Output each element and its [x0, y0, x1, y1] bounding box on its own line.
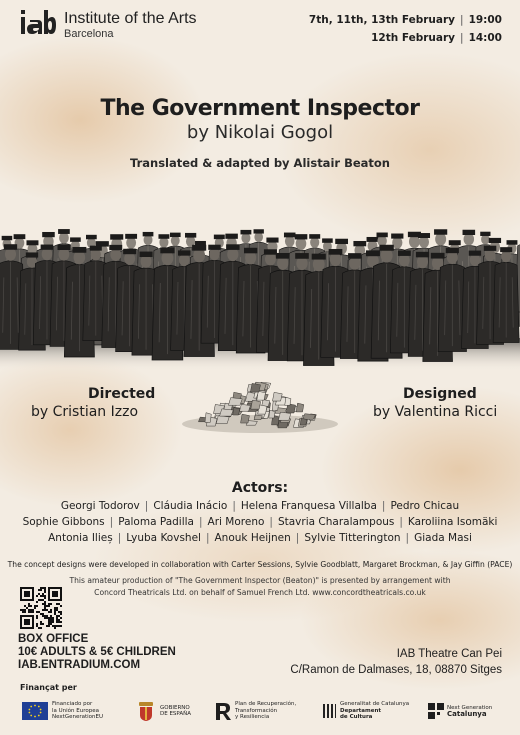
actor-name: Cláudia Inácio: [153, 500, 228, 512]
directed-label: Directed: [88, 386, 156, 402]
crowd-illustration: [0, 220, 520, 370]
r-mark-icon: [214, 701, 232, 721]
actor-name: Stavria Charalampous: [277, 516, 395, 528]
rubble-stone: [240, 404, 251, 411]
rubble-stone: [285, 397, 291, 405]
concept-note: The concept designs were developed in collaboration with Carter Sessions, Sylvie Goodblatt, Margaret Brockman, & Jay Giffin (PACE): [7, 560, 513, 569]
designer-name: by Valentina Ricci: [373, 404, 498, 420]
arrangement-note: This amateur production of "The Government Inspector (Beaton)" is presented by arrangement with: [69, 576, 451, 585]
rubble-stone: [251, 400, 261, 409]
box-office: [18, 633, 176, 672]
performance-dates: [309, 11, 502, 47]
recovery-plan-logo: Plan de Recuperación, Transformación y Resiliencia: [214, 696, 296, 726]
rubble-stone: [250, 383, 260, 392]
actor-name: Lyuba Kovshel: [126, 532, 201, 544]
institute-name: Institute of the Arts: [64, 10, 197, 27]
play-author: by Nikolai Gogol: [186, 122, 334, 143]
actor-name: Anouk Heijnen: [214, 532, 291, 544]
director-name: by Cristian Izzo: [31, 404, 139, 420]
rubble-stone: [241, 414, 250, 423]
coat-of-arms-icon: [136, 700, 156, 722]
rubble-stone: [303, 414, 316, 420]
rubble-stone: [257, 391, 266, 400]
actor-name: Karoliina Isomäki: [407, 516, 498, 528]
rubble-pile-illustration: [180, 370, 340, 438]
rubble-stone: [278, 412, 291, 420]
designed-label: Designed: [403, 386, 477, 402]
actor-row: Antonia Ilieș | Lyuba Kovshel | Anouk Heijnen | Sylvie Titterington | Giada Masi: [48, 532, 472, 544]
ticket-prices: 10€ ADULTS & 5€ CHILDREN: [18, 646, 176, 658]
actor-name: Giada Masi: [414, 532, 472, 544]
next-generation-catalunya-logo: Next Generation Catalunya: [428, 696, 492, 726]
eu-funding-logo: Financiado por la Unión Europea NextGenerationEU: [22, 696, 103, 726]
qr-code[interactable]: [20, 587, 62, 629]
rubble-stone: [228, 398, 242, 406]
rubble-stone: [233, 408, 240, 415]
actors-heading: Actors:: [231, 480, 289, 496]
box-office-label: BOX OFFICE: [18, 633, 89, 645]
rubble-stone: [272, 392, 282, 401]
institute-city: Barcelona: [64, 28, 114, 40]
actor-name: Pedro Chicau: [390, 500, 460, 512]
rubble-stone: [296, 403, 304, 412]
play-title: The Government Inspector: [100, 96, 420, 121]
rubble-stone: [254, 415, 262, 420]
generalitat-logo: Generalitat de Catalunya Departament de Cultura: [322, 696, 409, 726]
rubble-stone: [205, 413, 211, 423]
actor-name: Antonia Ilieș: [48, 532, 113, 544]
actor-row: Sophie Gibbons | Paloma Padilla | Ari Moreno | Stavria Charalampous | Karoliina Isomäki: [22, 516, 498, 528]
actor-name: Helena Franquesa Villalba: [240, 500, 377, 512]
venue: [290, 646, 502, 678]
rubble-stone: [300, 418, 307, 425]
venue-name: IAB Theatre Can Pei: [396, 648, 502, 660]
ticket-website-link[interactable]: IAB.ENTRADIUM.COM: [18, 659, 141, 671]
venue-address: C/Ramon de Dalmases, 18, 08870 Sitges: [290, 664, 502, 676]
funding-label: Finançat per: [20, 683, 77, 692]
actor-name: Ari Moreno: [207, 516, 265, 528]
actor-row: Georgi Todorov | Cláudia Inácio | Helena Franquesa Villalba | Pedro Chicau: [60, 500, 460, 512]
actor-name: Sylvie Titterington: [304, 532, 401, 544]
performance-row: 7th, 11th, 13th February | 19:00: [308, 14, 502, 26]
arrangement-note-2: Concord Theatricals Ltd. on behalf of Samuel French Ltd. www.concordtheatricals.co.uk: [94, 588, 426, 597]
actor-name: Georgi Todorov: [60, 500, 140, 512]
actor-name: Paloma Padilla: [118, 516, 194, 528]
spain-government-logo: GOBIERNO DE ESPAÑA: [136, 696, 191, 726]
rubble-stone: [269, 410, 275, 418]
translator-credit: Translated & adapted by Alistair Beaton: [130, 156, 390, 170]
performance-row: 12th February | 14:00: [371, 32, 502, 44]
actor-name: Sophie Gibbons: [22, 516, 105, 528]
rubble-stone: [216, 416, 229, 424]
ng-grid-icon: [428, 703, 444, 719]
rubble-stone: [220, 409, 234, 416]
iab-logo: [20, 10, 56, 36]
generalitat-stripes-icon: [322, 703, 336, 719]
eu-flag-icon: [22, 702, 48, 720]
